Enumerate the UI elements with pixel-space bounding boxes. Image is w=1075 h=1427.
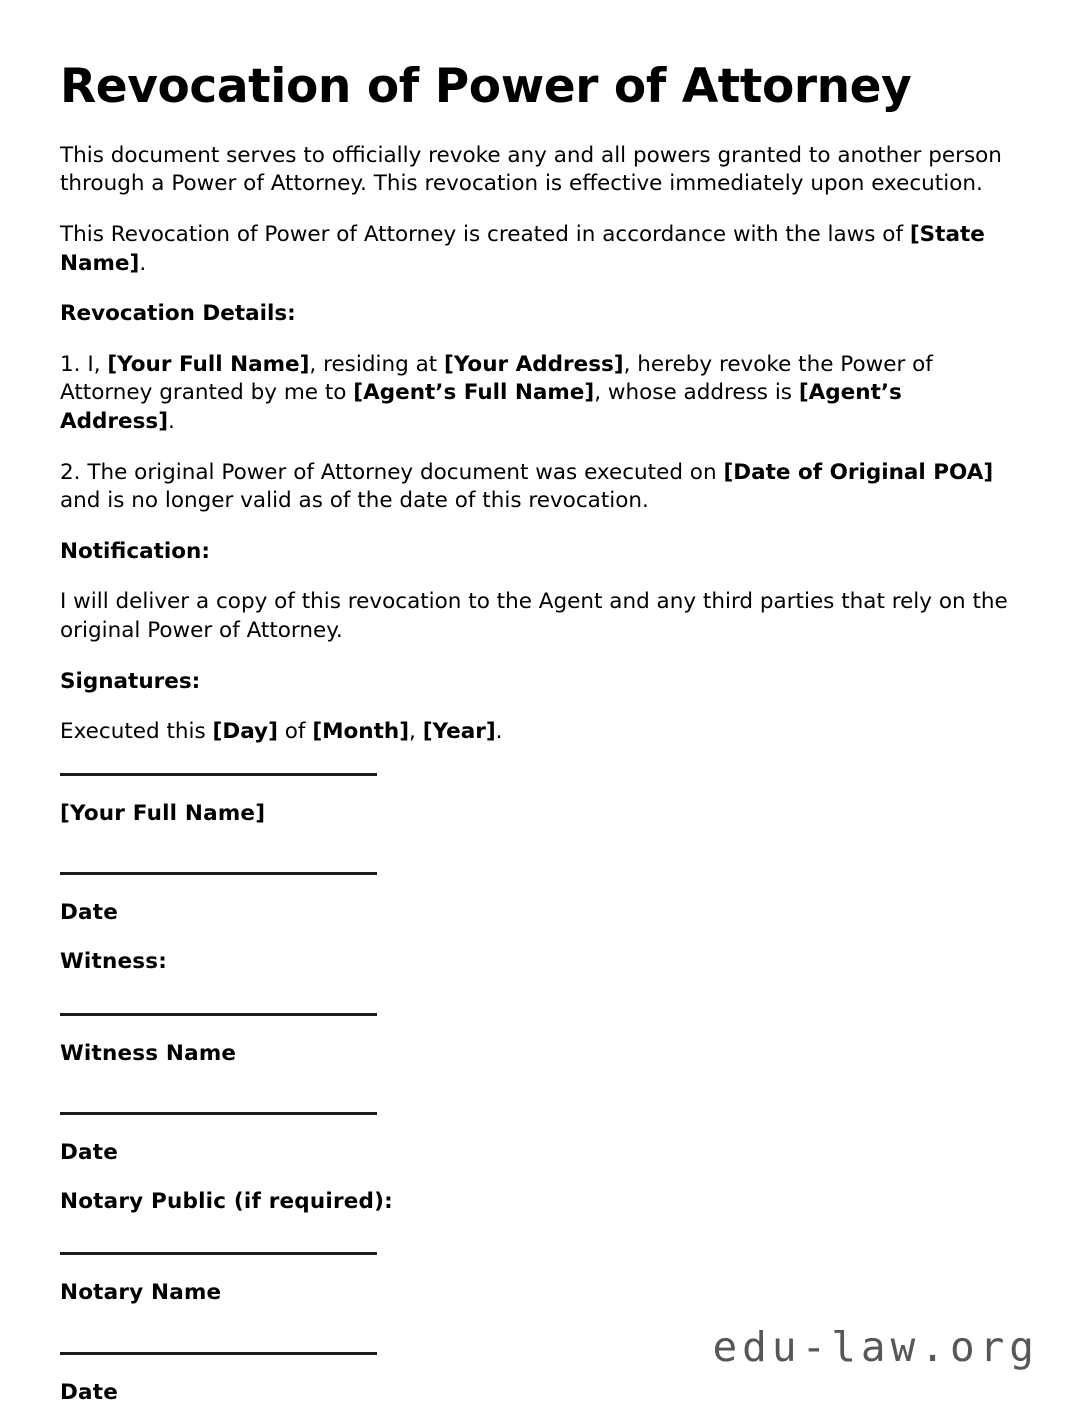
- signer-date-label: Date: [60, 900, 119, 926]
- text-run: This document serves to officially revoke any and all powers granted to another person through a Power of Attorney. This revocation is effective immediately upon execution.: [60, 142, 1002, 197]
- intro-paragraph-2: [60, 221, 1018, 278]
- placeholder-token: [Date of Original POA]: [723, 459, 994, 485]
- text-run: 2. The original Power of Attorney document was executed on: [60, 459, 724, 485]
- notification-heading: Notification:: [60, 538, 210, 564]
- text-run: .: [495, 719, 503, 745]
- revocation-detail-item-2: [60, 459, 1018, 516]
- text-run: ,: [409, 719, 423, 745]
- site-watermark: edu-law.org: [712, 1323, 1039, 1371]
- signatures-heading: Signatures:: [60, 668, 201, 694]
- witness-date-line: [60, 1112, 377, 1115]
- revocation-detail-item-1: [60, 351, 1018, 437]
- placeholder-token: [Month]: [312, 719, 410, 745]
- notary-date-line: [60, 1352, 377, 1355]
- text-run: Executed this: [60, 719, 213, 745]
- text-run: , residing at: [309, 351, 445, 377]
- intro-paragraph-1: [60, 142, 1018, 199]
- executed-date-line: [60, 718, 1018, 747]
- text-run: 1. I,: [60, 351, 108, 377]
- placeholder-token: [Your Full Name]: [107, 351, 310, 377]
- signer-signature-line: [60, 773, 377, 776]
- witness-signature-line: [60, 1013, 377, 1016]
- notary-signature-line: [60, 1252, 377, 1255]
- placeholder-token: [Year]: [422, 719, 496, 745]
- witness-name-label: Witness Name: [60, 1040, 237, 1066]
- signer-date-line: [60, 872, 377, 875]
- placeholder-token: [Agent’s Full Name]: [353, 380, 595, 406]
- placeholder-token: [Day]: [212, 719, 278, 745]
- text-run: .: [139, 250, 147, 276]
- revocation-details-heading: Revocation Details:: [60, 301, 296, 327]
- signature-block: [60, 773, 1018, 1408]
- signer-name-label: [Your Full Name]: [60, 800, 266, 826]
- notification-body: [60, 588, 1018, 645]
- placeholder-token: [State Name]: [60, 222, 985, 276]
- text-run: .: [168, 408, 175, 434]
- text-run: of: [277, 719, 313, 745]
- text-run: , hereby revoke the Power of Attorney granted by me to: [60, 351, 933, 406]
- placeholder-token: [Agent’s Address]: [60, 380, 902, 434]
- page-title: Revocation of Power of Attorney: [60, 59, 912, 114]
- witness-date-label: Date: [60, 1140, 119, 1166]
- notary-name-label: Notary Name: [60, 1280, 222, 1306]
- placeholder-token: [Your Address]: [444, 351, 624, 377]
- witness-heading: Witness:: [60, 948, 168, 974]
- notary-heading: Notary Public (if required):: [60, 1188, 393, 1214]
- text-run: I will deliver a copy of this revocation to the Agent and any third parties that rely on the original Power of Attorney.: [60, 589, 1008, 643]
- document-content: [60, 59, 1018, 1427]
- text-run: This Revocation of Power of Attorney is created in accordance with the laws of: [60, 222, 910, 247]
- text-run: and is no longer valid as of the date of this revocation.: [60, 488, 649, 514]
- notary-date-label: Date: [60, 1379, 119, 1405]
- text-run: , whose address is: [594, 380, 799, 406]
